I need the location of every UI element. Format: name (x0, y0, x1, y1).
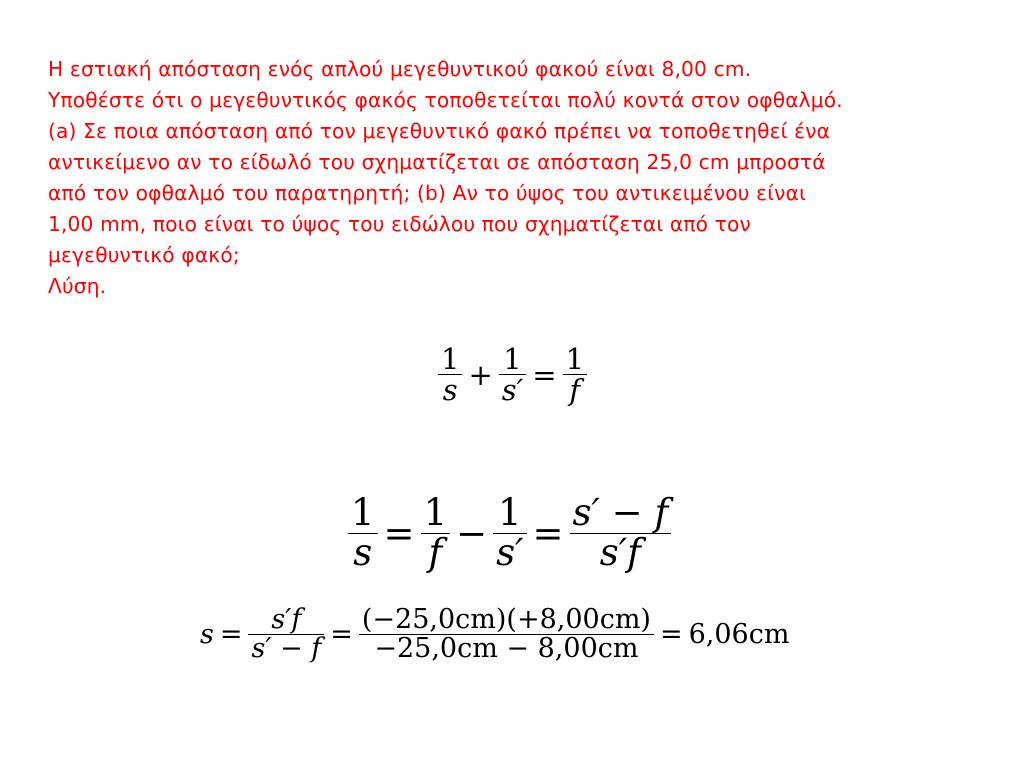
problem-line-6: 1,00 mm, ποιο είναι το ύψος του ειδώλου που σχηματίζεται από τον (48, 212, 751, 236)
rearranged-equation (348, 491, 671, 574)
numerator: 1 (351, 491, 375, 534)
denominator: s′ (501, 373, 524, 408)
problem-line-7: μεγεθυντικό φακό; (48, 243, 240, 267)
denominator: s (442, 373, 458, 408)
solution-equation (200, 606, 789, 664)
problem-line-4: αντικείμενο αν το είδωλό του σχηματίζεται σε απόσταση 25,0 cm μπροστά (48, 150, 826, 174)
lens-equation (438, 344, 587, 406)
denominator: f (569, 373, 581, 408)
fraction-one-over-s-prime (499, 344, 526, 406)
denominator: f (428, 530, 443, 574)
denominator: s (353, 530, 373, 574)
problem-statement (48, 54, 978, 302)
numerator: 1 (503, 342, 522, 376)
equals-sign: = (659, 619, 683, 651)
denominator: s′ (496, 530, 524, 574)
problem-line-5: από τον οφθαλμό του παρατηρητή; (b) Αν το ύψος του αντικειμένου είναι (48, 181, 807, 205)
problem-line-1: Η εστιακή απόσταση ενός απλού μεγεθυντικού φακού είναι 8,00 cm. (48, 57, 752, 81)
equals-sign: = (532, 511, 564, 555)
denominator: s′ − f (251, 633, 322, 665)
fraction-one-over-s (348, 491, 378, 574)
fraction-symbolic (248, 606, 324, 664)
variable-s: s (200, 619, 214, 651)
numerator: s′f (271, 604, 302, 635)
denominator: s′f (599, 530, 641, 574)
equals-sign: = (383, 511, 415, 555)
numerator: 1 (441, 342, 460, 376)
equals-sign: = (532, 357, 557, 392)
fraction-one-over-s (438, 344, 462, 406)
equals-sign: = (219, 619, 243, 651)
numerator: 1 (498, 491, 522, 534)
fraction-combined (570, 491, 672, 574)
fraction-one-over-f (563, 344, 587, 406)
solution-label: Λύση. (48, 274, 107, 298)
equals-sign: = (330, 619, 353, 651)
fraction-numeric (359, 606, 654, 664)
problem-line-3: (a) Σε ποια απόσταση από τον μεγεθυντικό φακό πρέπει να τοποθετηθεί ένα (48, 119, 831, 143)
minus-sign: − (456, 511, 488, 555)
numerator: (−25,0cm)(+8,00cm) (361, 604, 651, 635)
numerator: 1 (423, 491, 448, 534)
result-value: 6,06cm (688, 619, 790, 651)
denominator: −25,0cm − 8,00cm (374, 633, 639, 665)
problem-line-2: Υποθέστε ότι ο μεγεθυντικός φακός τοποθετείται πολύ κοντά στον οφθαλμό. (48, 88, 843, 112)
fraction-one-over-f (421, 491, 451, 574)
fraction-one-over-s-prime (493, 491, 526, 574)
plus-sign: + (468, 357, 493, 392)
numerator: 1 (565, 342, 584, 376)
numerator: s′ − f (572, 491, 669, 534)
